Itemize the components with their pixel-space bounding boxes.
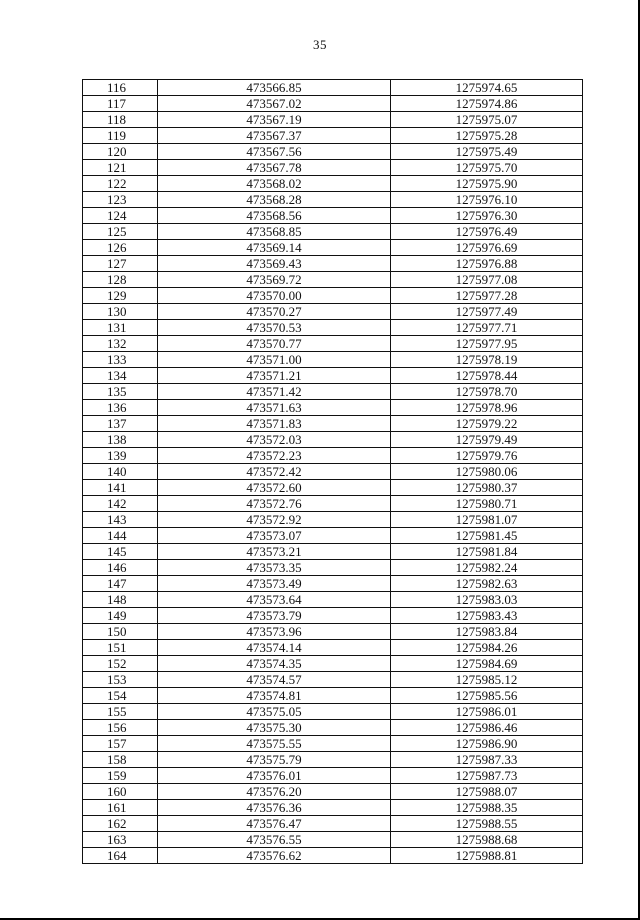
point-number-cell: 126	[83, 240, 158, 256]
table-row	[83, 272, 583, 288]
y-coordinate-cell: 1275976.10	[391, 192, 583, 208]
point-number-cell: 144	[83, 528, 158, 544]
table-row	[83, 304, 583, 320]
table-row	[83, 592, 583, 608]
point-number-cell: 127	[83, 256, 158, 272]
x-coordinate-cell: 473575.55	[158, 736, 391, 752]
x-coordinate-cell: 473574.35	[158, 656, 391, 672]
point-number-cell: 130	[83, 304, 158, 320]
y-coordinate-cell: 1275979.76	[391, 448, 583, 464]
table-row	[83, 80, 583, 96]
x-coordinate-cell: 473573.35	[158, 560, 391, 576]
table-row	[83, 368, 583, 384]
y-coordinate-cell: 1275978.96	[391, 400, 583, 416]
table-row	[83, 176, 583, 192]
x-coordinate-cell: 473571.42	[158, 384, 391, 400]
x-coordinate-cell: 473574.14	[158, 640, 391, 656]
table-row	[83, 560, 583, 576]
point-number-cell: 147	[83, 576, 158, 592]
table-row	[83, 656, 583, 672]
y-coordinate-cell: 1275975.70	[391, 160, 583, 176]
y-coordinate-cell: 1275983.84	[391, 624, 583, 640]
y-coordinate-cell: 1275986.90	[391, 736, 583, 752]
y-coordinate-cell: 1275977.28	[391, 288, 583, 304]
x-coordinate-cell: 473576.47	[158, 816, 391, 832]
point-number-cell: 162	[83, 816, 158, 832]
y-coordinate-cell: 1275983.03	[391, 592, 583, 608]
point-number-cell: 161	[83, 800, 158, 816]
y-coordinate-cell: 1275984.26	[391, 640, 583, 656]
x-coordinate-cell: 473573.21	[158, 544, 391, 560]
page-number: 35	[313, 37, 327, 52]
x-coordinate-cell: 473573.64	[158, 592, 391, 608]
table-row	[83, 480, 583, 496]
table-row	[83, 128, 583, 144]
y-coordinate-cell: 1275974.65	[391, 80, 583, 96]
table-row	[83, 448, 583, 464]
table-row	[83, 384, 583, 400]
y-coordinate-cell: 1275987.73	[391, 768, 583, 784]
y-coordinate-cell: 1275977.08	[391, 272, 583, 288]
y-coordinate-cell: 1275975.07	[391, 112, 583, 128]
point-number-cell: 124	[83, 208, 158, 224]
point-number-cell: 157	[83, 736, 158, 752]
table-row	[83, 416, 583, 432]
table-row	[83, 752, 583, 768]
y-coordinate-cell: 1275976.69	[391, 240, 583, 256]
point-number-cell: 156	[83, 720, 158, 736]
x-coordinate-cell: 473572.03	[158, 432, 391, 448]
y-coordinate-cell: 1275981.07	[391, 512, 583, 528]
x-coordinate-cell: 473573.07	[158, 528, 391, 544]
x-coordinate-cell: 473567.02	[158, 96, 391, 112]
x-coordinate-cell: 473567.19	[158, 112, 391, 128]
point-number-cell: 143	[83, 512, 158, 528]
y-coordinate-cell: 1275988.68	[391, 832, 583, 848]
table-row	[83, 144, 583, 160]
x-coordinate-cell: 473576.62	[158, 848, 391, 864]
y-coordinate-cell: 1275980.06	[391, 464, 583, 480]
point-number-cell: 121	[83, 160, 158, 176]
point-number-cell: 122	[83, 176, 158, 192]
y-coordinate-cell: 1275987.33	[391, 752, 583, 768]
table-row	[83, 336, 583, 352]
x-coordinate-cell: 473576.01	[158, 768, 391, 784]
y-coordinate-cell: 1275981.84	[391, 544, 583, 560]
point-number-cell: 142	[83, 496, 158, 512]
y-coordinate-cell: 1275988.81	[391, 848, 583, 864]
point-number-cell: 158	[83, 752, 158, 768]
point-number-cell: 134	[83, 368, 158, 384]
y-coordinate-cell: 1275982.24	[391, 560, 583, 576]
y-coordinate-cell: 1275982.63	[391, 576, 583, 592]
x-coordinate-cell: 473568.56	[158, 208, 391, 224]
y-coordinate-cell: 1275980.37	[391, 480, 583, 496]
table-row	[83, 784, 583, 800]
table-row	[83, 720, 583, 736]
point-number-cell: 163	[83, 832, 158, 848]
point-number-cell: 139	[83, 448, 158, 464]
x-coordinate-cell: 473576.55	[158, 832, 391, 848]
y-coordinate-cell: 1275983.43	[391, 608, 583, 624]
x-coordinate-cell: 473572.23	[158, 448, 391, 464]
point-number-cell: 135	[83, 384, 158, 400]
point-number-cell: 152	[83, 656, 158, 672]
x-coordinate-cell: 473576.36	[158, 800, 391, 816]
table-row	[83, 96, 583, 112]
point-number-cell: 160	[83, 784, 158, 800]
table-row	[83, 848, 583, 864]
x-coordinate-cell: 473567.56	[158, 144, 391, 160]
x-coordinate-cell: 473572.60	[158, 480, 391, 496]
x-coordinate-cell: 473568.02	[158, 176, 391, 192]
table-row	[83, 800, 583, 816]
point-number-cell: 131	[83, 320, 158, 336]
table-row	[83, 240, 583, 256]
x-coordinate-cell: 473570.53	[158, 320, 391, 336]
table-row	[83, 688, 583, 704]
y-coordinate-cell: 1275984.69	[391, 656, 583, 672]
x-coordinate-cell: 473568.28	[158, 192, 391, 208]
point-number-cell: 151	[83, 640, 158, 656]
y-coordinate-cell: 1275978.70	[391, 384, 583, 400]
table-row	[83, 816, 583, 832]
y-coordinate-cell: 1275985.12	[391, 672, 583, 688]
point-number-cell: 133	[83, 352, 158, 368]
point-number-cell: 137	[83, 416, 158, 432]
table-row	[83, 640, 583, 656]
x-coordinate-cell: 473566.85	[158, 80, 391, 96]
x-coordinate-cell: 473573.49	[158, 576, 391, 592]
point-number-cell: 116	[83, 80, 158, 96]
y-coordinate-cell: 1275977.71	[391, 320, 583, 336]
table-row	[83, 288, 583, 304]
table-row	[83, 432, 583, 448]
y-coordinate-cell: 1275976.88	[391, 256, 583, 272]
y-coordinate-cell: 1275975.49	[391, 144, 583, 160]
point-number-cell: 159	[83, 768, 158, 784]
point-number-cell: 149	[83, 608, 158, 624]
y-coordinate-cell: 1275981.45	[391, 528, 583, 544]
table-row	[83, 528, 583, 544]
coordinates-table	[82, 79, 583, 864]
x-coordinate-cell: 473574.81	[158, 688, 391, 704]
x-coordinate-cell: 473573.96	[158, 624, 391, 640]
x-coordinate-cell: 473569.43	[158, 256, 391, 272]
point-number-cell: 154	[83, 688, 158, 704]
point-number-cell: 164	[83, 848, 158, 864]
x-coordinate-cell: 473569.14	[158, 240, 391, 256]
y-coordinate-cell: 1275975.90	[391, 176, 583, 192]
x-coordinate-cell: 473571.63	[158, 400, 391, 416]
y-coordinate-cell: 1275978.19	[391, 352, 583, 368]
y-coordinate-cell: 1275988.07	[391, 784, 583, 800]
point-number-cell: 136	[83, 400, 158, 416]
table-row	[83, 224, 583, 240]
table-row	[83, 464, 583, 480]
table-row	[83, 352, 583, 368]
table-row	[83, 400, 583, 416]
table-row	[83, 608, 583, 624]
table-row	[83, 256, 583, 272]
y-coordinate-cell: 1275988.35	[391, 800, 583, 816]
coordinates-table-body	[83, 80, 583, 864]
point-number-cell: 146	[83, 560, 158, 576]
y-coordinate-cell: 1275979.49	[391, 432, 583, 448]
x-coordinate-cell: 473571.83	[158, 416, 391, 432]
y-coordinate-cell: 1275988.55	[391, 816, 583, 832]
point-number-cell: 119	[83, 128, 158, 144]
y-coordinate-cell: 1275986.46	[391, 720, 583, 736]
table-row	[83, 192, 583, 208]
y-coordinate-cell: 1275985.56	[391, 688, 583, 704]
table-row	[83, 768, 583, 784]
table-row	[83, 832, 583, 848]
point-number-cell: 148	[83, 592, 158, 608]
x-coordinate-cell: 473575.05	[158, 704, 391, 720]
x-coordinate-cell: 473575.30	[158, 720, 391, 736]
table-row	[83, 704, 583, 720]
point-number-cell: 141	[83, 480, 158, 496]
x-coordinate-cell: 473574.57	[158, 672, 391, 688]
x-coordinate-cell: 473570.00	[158, 288, 391, 304]
y-coordinate-cell: 1275977.95	[391, 336, 583, 352]
table-row	[83, 672, 583, 688]
x-coordinate-cell: 473571.00	[158, 352, 391, 368]
table-row	[83, 208, 583, 224]
point-number-cell: 155	[83, 704, 158, 720]
point-number-cell: 125	[83, 224, 158, 240]
x-coordinate-cell: 473570.77	[158, 336, 391, 352]
x-coordinate-cell: 473567.78	[158, 160, 391, 176]
table-row	[83, 512, 583, 528]
y-coordinate-cell: 1275974.86	[391, 96, 583, 112]
table-row	[83, 160, 583, 176]
table-row	[83, 320, 583, 336]
table-row	[83, 736, 583, 752]
x-coordinate-cell: 473573.79	[158, 608, 391, 624]
point-number-cell: 129	[83, 288, 158, 304]
y-coordinate-cell: 1275980.71	[391, 496, 583, 512]
x-coordinate-cell: 473569.72	[158, 272, 391, 288]
point-number-cell: 132	[83, 336, 158, 352]
point-number-cell: 117	[83, 96, 158, 112]
x-coordinate-cell: 473572.76	[158, 496, 391, 512]
table-row	[83, 576, 583, 592]
x-coordinate-cell: 473576.20	[158, 784, 391, 800]
y-coordinate-cell: 1275976.30	[391, 208, 583, 224]
y-coordinate-cell: 1275977.49	[391, 304, 583, 320]
table-row	[83, 624, 583, 640]
y-coordinate-cell: 1275978.44	[391, 368, 583, 384]
table-row	[83, 544, 583, 560]
y-coordinate-cell: 1275979.22	[391, 416, 583, 432]
point-number-cell: 150	[83, 624, 158, 640]
point-number-cell: 123	[83, 192, 158, 208]
point-number-cell: 145	[83, 544, 158, 560]
x-coordinate-cell: 473572.42	[158, 464, 391, 480]
y-coordinate-cell: 1275976.49	[391, 224, 583, 240]
table-row	[83, 112, 583, 128]
x-coordinate-cell: 473571.21	[158, 368, 391, 384]
point-number-cell: 153	[83, 672, 158, 688]
x-coordinate-cell: 473567.37	[158, 128, 391, 144]
point-number-cell: 138	[83, 432, 158, 448]
table-row	[83, 496, 583, 512]
point-number-cell: 118	[83, 112, 158, 128]
x-coordinate-cell: 473570.27	[158, 304, 391, 320]
point-number-cell: 128	[83, 272, 158, 288]
x-coordinate-cell: 473575.79	[158, 752, 391, 768]
point-number-cell: 140	[83, 464, 158, 480]
y-coordinate-cell: 1275986.01	[391, 704, 583, 720]
y-coordinate-cell: 1275975.28	[391, 128, 583, 144]
x-coordinate-cell: 473568.85	[158, 224, 391, 240]
point-number-cell: 120	[83, 144, 158, 160]
x-coordinate-cell: 473572.92	[158, 512, 391, 528]
